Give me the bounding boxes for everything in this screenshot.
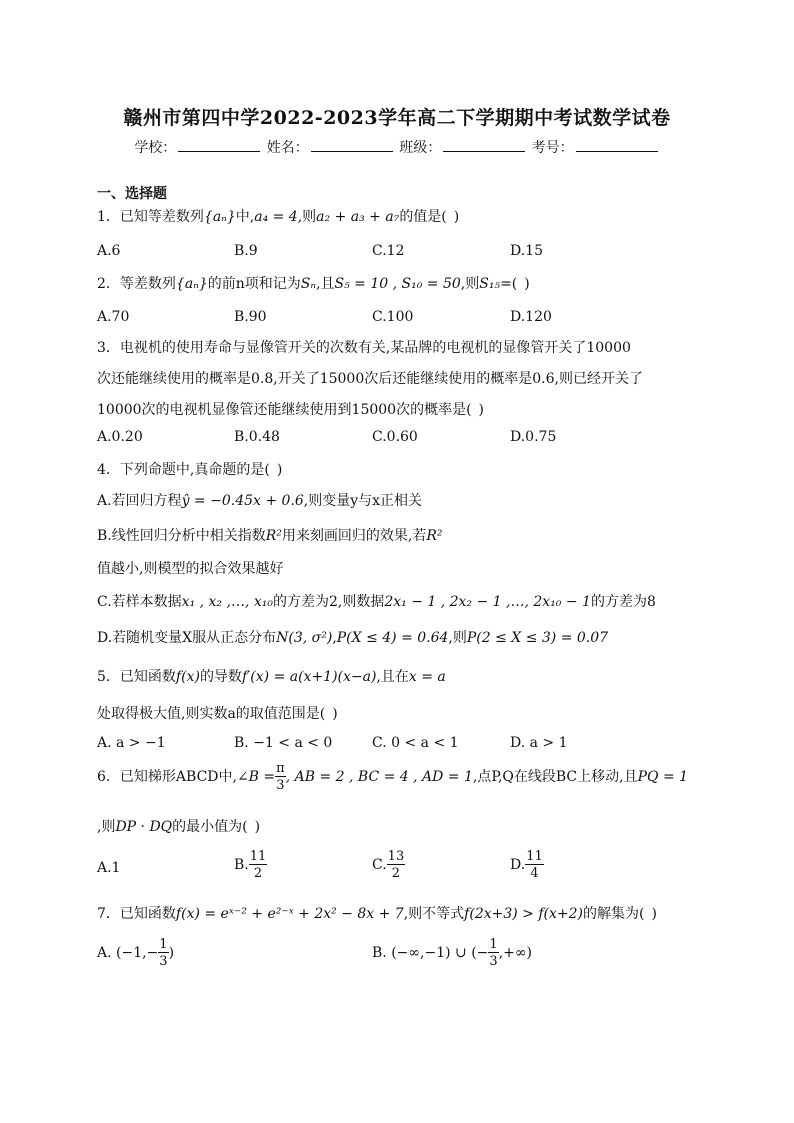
question-6-option-b: B. $\frac{11}{2}$ <box>234 849 267 881</box>
section-heading: 一、选择题 <box>97 186 167 202</box>
question-3-line-2: 次还能继续使用的概率是0.8,开关了15000次后还能继续使用的概率是0.6,则已经开关了 <box>97 371 643 387</box>
name-label: 姓名： <box>266 140 309 156</box>
question-4-stem: 4．下列命题中,真命题的是( ) <box>97 462 283 478</box>
question-6-option-c: C. $\frac{13}{2}$ <box>372 849 405 881</box>
question-1-option-b: B.9 <box>234 243 258 259</box>
question-3-line-1: 3．电视机的使用寿命与显像管开关的次数有关,某品牌的电视机的显像管开关了10000 <box>97 340 631 356</box>
question-5-option-a: A. a > −1 <box>97 735 166 751</box>
question-7-option-b: B. (−∞,−1) ∪ (− $\frac{1}{3}$ ,+∞) <box>372 937 533 969</box>
question-1-option-c: C.12 <box>372 243 405 259</box>
question-7-stem: 7．已知函数f(x) = eˣ⁻² + e²⁻ˣ + 2x² − 8x + 7,则不等式f(2x+3) > f(x+2)的解集为( ) <box>97 906 657 922</box>
question-5-option-d: D. a > 1 <box>510 735 568 751</box>
question-5-option-b: B. −1 < a < 0 <box>234 735 333 751</box>
question-1-option-d: D.15 <box>510 243 543 259</box>
question-2-option-d: D.120 <box>510 309 552 325</box>
question-5-stem-line-1: 5．已知函数f(x)的导数f′(x) = a(x+1)(x−a),且在x = a <box>97 669 446 685</box>
question-3-option-b: B.0.48 <box>234 429 280 445</box>
question-3-option-c: C.0.60 <box>372 429 418 445</box>
question-4-option-b-line-1: B.线性回归分析中相关指数R²用来刻画回归的效果,若R² <box>97 528 443 544</box>
name-blank[interactable] <box>311 139 393 152</box>
question-5-stem-line-2: 处取得极大值,则实数a的取值范围是( ) <box>97 706 338 722</box>
question-3-option-d: D.0.75 <box>510 429 557 445</box>
class-blank[interactable] <box>443 139 525 152</box>
question-4-option-b-line-2: 值越小,则模型的拟合效果越好 <box>97 561 284 577</box>
question-3-option-a: A.0.20 <box>97 429 143 445</box>
angle-fraction: $\frac{\pi}{3}$ <box>276 761 285 793</box>
question-1-stem: 1．已知等差数列{aₙ}中,a₄ = 4,则a₂ + a₃ + a₇的值是( ) <box>97 209 460 225</box>
question-2-option-b: B.90 <box>234 309 267 325</box>
school-label: 学校： <box>134 140 177 156</box>
student-info-line <box>0 137 794 157</box>
number-blank[interactable] <box>576 139 658 152</box>
question-3-line-3: 10000次的电视机显像管还能继续使用到15000次的概率是( ) <box>97 402 484 418</box>
school-blank[interactable] <box>178 139 260 152</box>
exam-title: 赣州市第四中学2022-2023学年高二下学期期中考试数学试卷 <box>123 107 671 129</box>
question-2-stem: 2．等差数列{aₙ}的前n项和记为Sₙ,且S₅ = 10 , S₁₀ = 50,则S₁₅=( ) <box>97 276 530 292</box>
question-7-option-a: A. (−1,− $\frac{1}{3}$ ) <box>97 937 175 969</box>
dot-product: DP · DQ <box>115 819 173 835</box>
question-6-option-d: D. $\frac{11}{4}$ <box>510 849 543 881</box>
question-2-option-c: C.100 <box>372 309 414 325</box>
question-6-stem-line-2: ,则DP · DQ的最小值为( ) <box>97 819 261 835</box>
question-2-option-a: A.70 <box>97 309 130 325</box>
number-label: 考号： <box>531 140 574 156</box>
question-6-option-a: A.1 <box>97 860 121 876</box>
class-label: 班级： <box>399 140 442 156</box>
question-4-option-a: A.若回归方程ŷ = −0.45x + 0.6,则变量y与x正相关 <box>97 493 423 509</box>
question-6-stem-line-1: 6．已知梯形ABCD中,∠B = $\frac{\pi}{3}$ , AB = 2 , BC = 4 , AD = 1,点P,Q在线段BC上移动,且PQ = 1 <box>97 761 689 793</box>
question-1-option-a: A.6 <box>97 243 121 259</box>
question-4-option-d: D.若随机变量X服从正态分布N(3, σ²),P(X ≤ 4) = 0.64,则P(2 ≤ X ≤ 3) = 0.07 <box>97 630 609 646</box>
question-5-option-c: C. 0 < a < 1 <box>372 735 459 751</box>
question-4-option-c: C.若样本数据x₁ , x₂ ,…, x₁₀的方差为2,则数据2x₁ − 1 , 2x₂ − 1 ,…, 2x₁₀ − 1的方差为8 <box>97 594 656 610</box>
